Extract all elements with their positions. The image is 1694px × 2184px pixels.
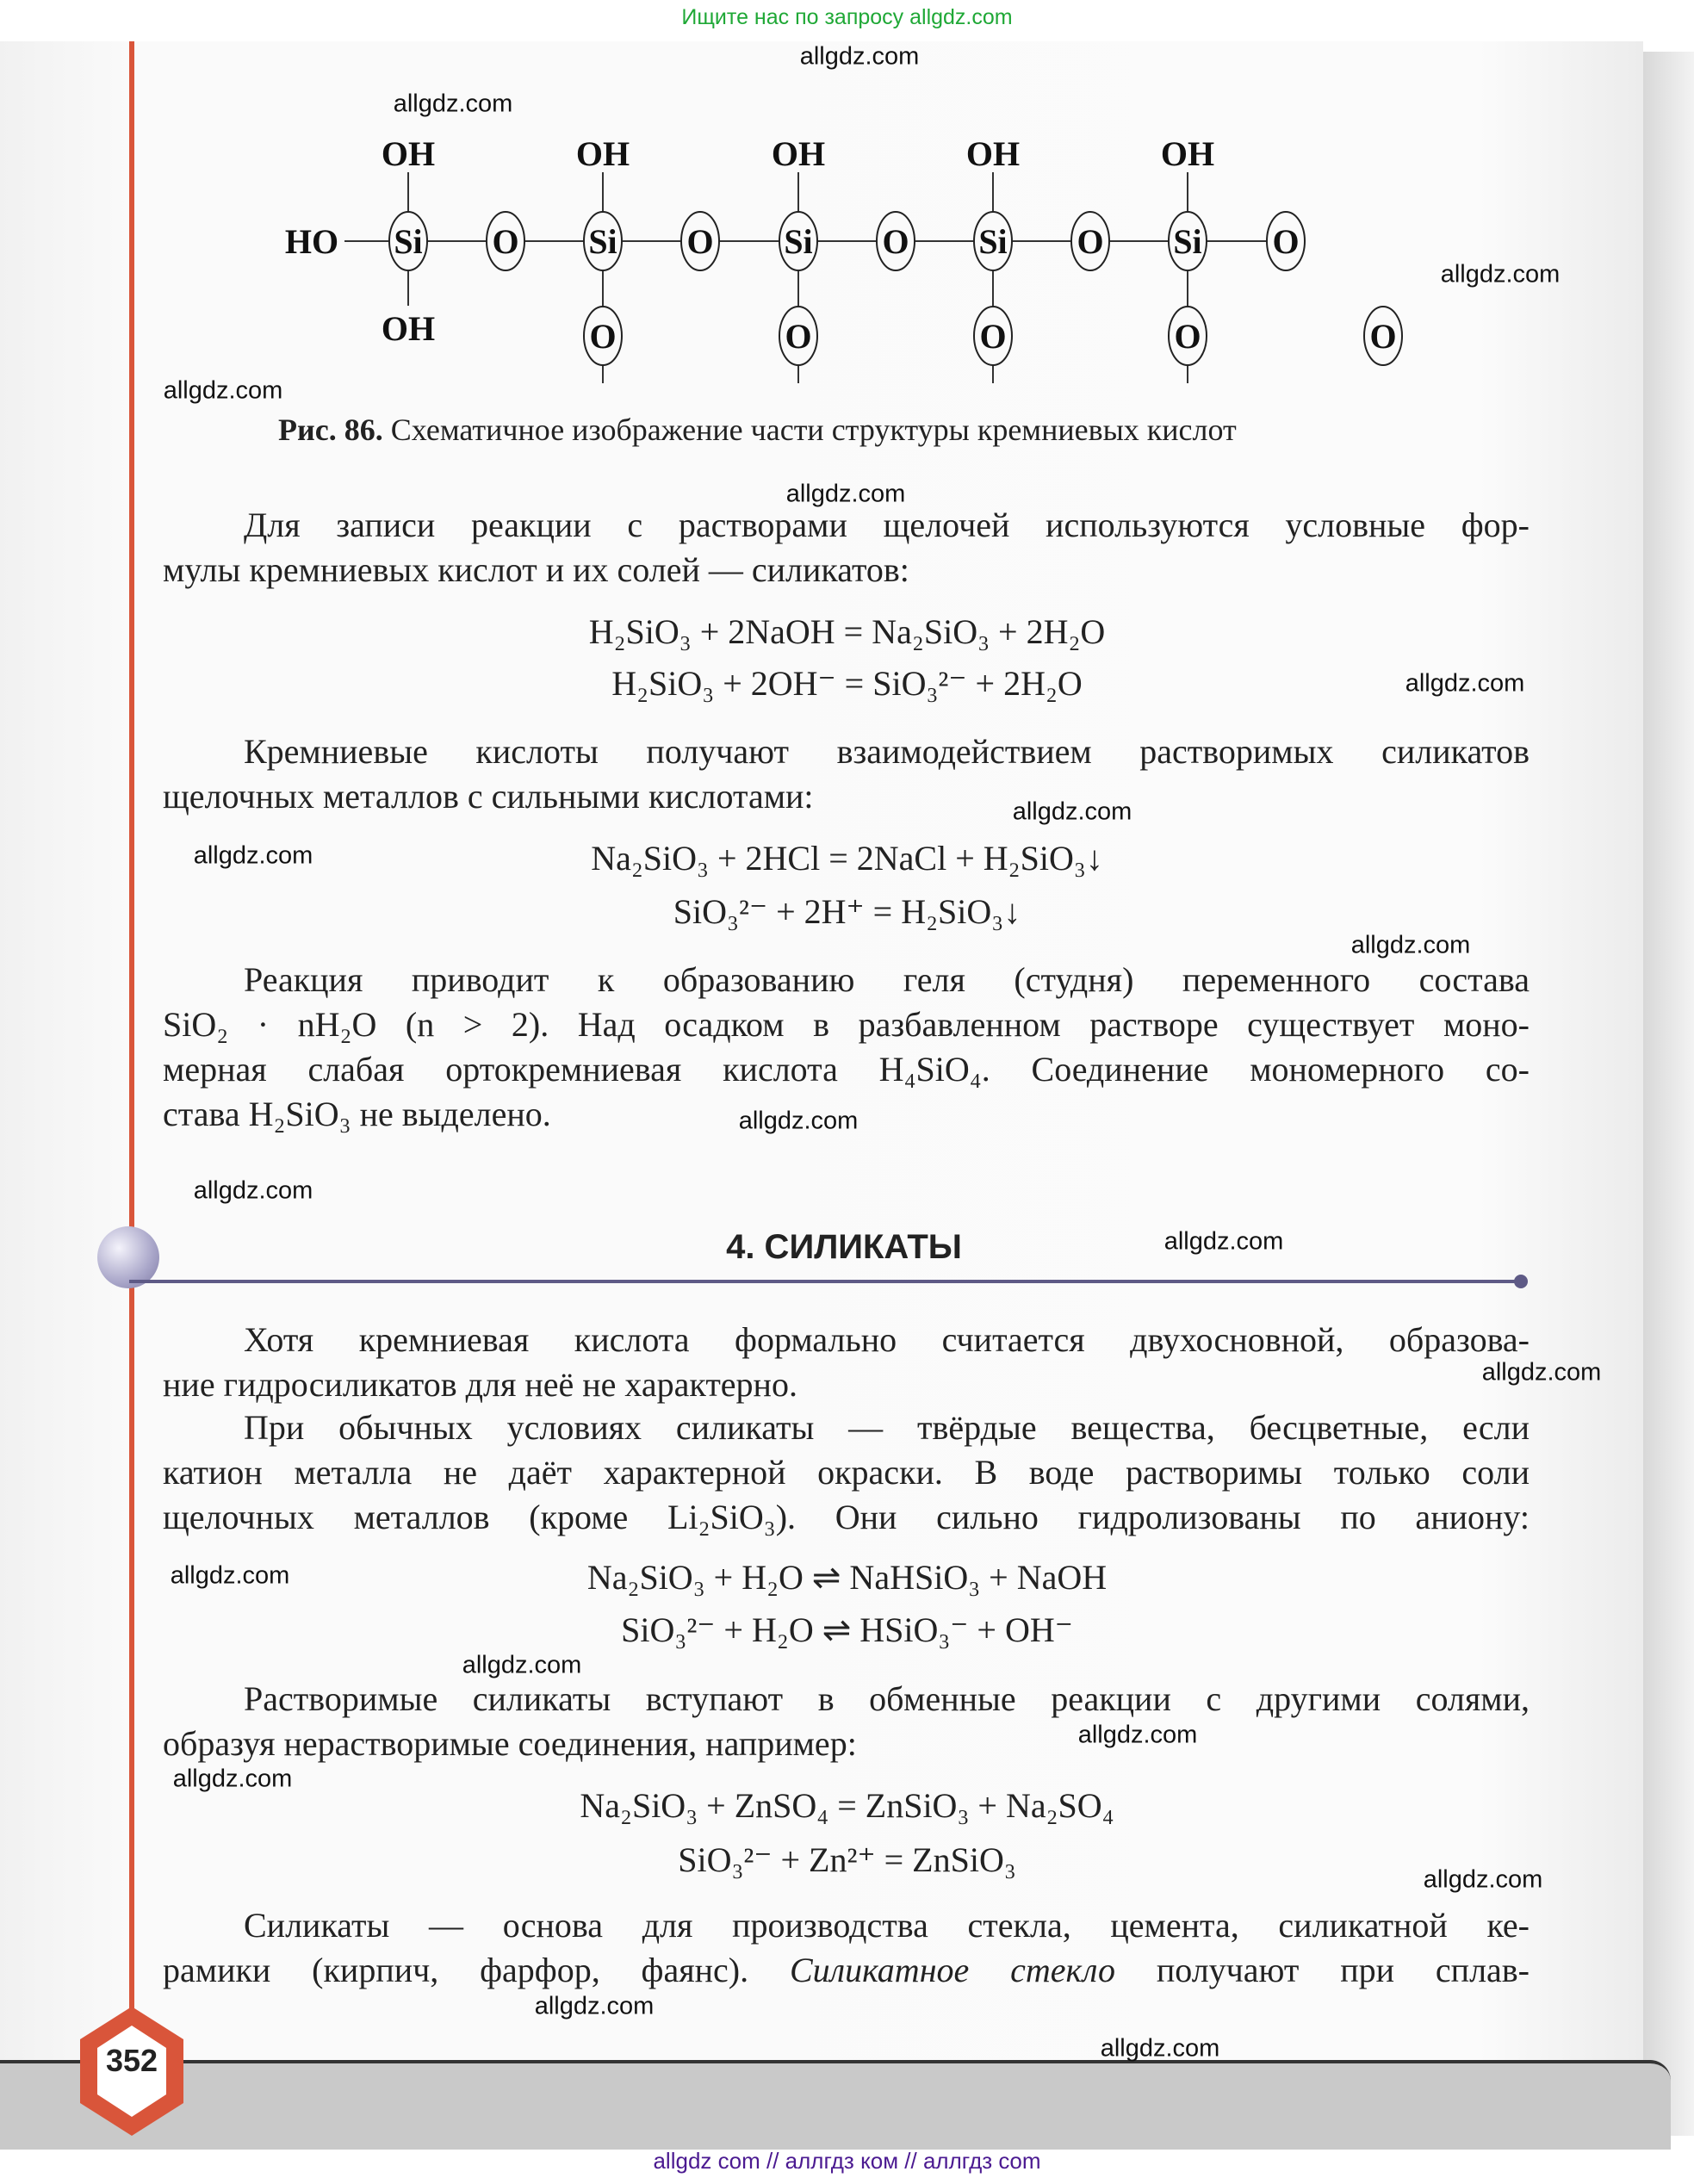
oxygen-atom-label: O [1272, 222, 1300, 261]
section-heading: 4. СИЛИКАТЫ [726, 1228, 962, 1266]
site-watermark[interactable]: allgdz.com [193, 841, 313, 870]
text-line: става H₂SiO₃ не выделено. [163, 1095, 551, 1133]
hydroxyl-label: OH [1160, 134, 1215, 173]
hydroxyl-label: OH [771, 134, 826, 173]
oxygen-atom-label: O [1174, 317, 1201, 356]
site-watermark[interactable]: allgdz.com [193, 1176, 313, 1205]
hydroxyl-label: HO [284, 222, 339, 261]
text-line: При обычных условиях силикаты — твёрдые вещества, бесцветные, если [244, 1408, 1530, 1447]
text-line: щелочных металлов (кроме Li₂SiO₃). Они сильно гидролизованы по аниону: [163, 1498, 1530, 1536]
si-atom-label: Si [978, 222, 1008, 261]
site-watermark[interactable]: allgdz.com [1481, 1358, 1602, 1387]
si-atom-label: Si [394, 222, 423, 261]
oxygen-atom-label: O [882, 222, 909, 261]
figure-caption [278, 412, 1237, 448]
text-line: мерная слабая ортокремниевая кислота H₄SiO₄. Соединение мономерного со- [163, 1050, 1530, 1089]
oxygen-atom-label: O [589, 317, 617, 356]
text-line: Реакция приводит к образованию геля (студня) переменного состава [244, 960, 1530, 999]
equation: SiO₃²⁻ + Zn²⁺ = ZnSiO₃ [678, 1840, 1016, 1879]
section-divider-dot [1514, 1275, 1528, 1288]
site-watermark[interactable]: allgdz.com [393, 90, 513, 118]
si-atom-label: Si [588, 222, 617, 261]
oxygen-atom-label: O [979, 317, 1007, 356]
text-line: Для записи реакции с растворами щелочей используются условные фор- [244, 506, 1530, 544]
site-watermark[interactable]: allgdz.com [170, 1561, 290, 1590]
hydroxyl-label: OH [965, 134, 1021, 173]
oxygen-atom-label: O [1077, 222, 1104, 261]
oxygen-atom-label: O [492, 222, 519, 261]
bottom-watermark[interactable]: allgdz com // аллгдз ком // аллгдз com [653, 2148, 1041, 2174]
text-span: рамики (кирпич, фарфор, фаянс). [163, 1951, 790, 1989]
site-watermark[interactable]: allgdz.com [785, 480, 906, 508]
equation: H₂SiO₃ + 2NaOH = Na₂SiO₃ + 2H₂O [588, 612, 1106, 651]
italic-term: Силикатное стекло [789, 1951, 1115, 1989]
hydroxyl-label: OH [381, 134, 436, 173]
site-watermark[interactable]: allgdz.com [163, 376, 283, 405]
figure-caption-label: Рис. 86. [278, 413, 383, 447]
equation: Na₂SiO₃ + ZnSO₄ = ZnSiO₃ + Na₂SO₄ [580, 1786, 1114, 1825]
oxygen-atom-label: O [686, 222, 714, 261]
equation: H₂SiO₃ + 2OH⁻ = SiO₃²⁻ + 2H₂O [611, 664, 1083, 703]
site-watermark[interactable]: allgdz.com [172, 1765, 293, 1793]
si-atom-label: Si [784, 222, 813, 261]
text-line: катион металла не даёт характерной окраски. В воде растворимы только соли [163, 1453, 1530, 1492]
text-span: получают при сплав- [1114, 1951, 1530, 1989]
equation: SiO₃²⁻ + H₂O ⇌ HSiO₃⁻ + OH⁻ [621, 1610, 1073, 1649]
site-watermark[interactable]: allgdz.com [1100, 2034, 1220, 2063]
hydroxyl-label: OH [381, 309, 436, 348]
section-divider [129, 1280, 1523, 1283]
top-watermark[interactable]: Ищите нас по запросу allgdz.com [681, 5, 1013, 29]
text-line: образуя нерастворимые соединения, например: [163, 1724, 857, 1763]
equation: SiO₃²⁻ + 2H⁺ = H₂SiO₃↓ [673, 892, 1021, 931]
site-watermark[interactable]: allgdz.com [1405, 669, 1525, 698]
page-number: 352 [105, 2043, 158, 2078]
site-watermark[interactable]: allgdz.com [1163, 1227, 1284, 1256]
text-line: Хотя кремниевая кислота формально считается двухосновной, образова- [244, 1320, 1530, 1359]
figure-caption-text: Схематичное изображение части структуры кремниевых кислот [382, 413, 1237, 447]
si-atom-label: Si [1173, 222, 1202, 261]
text-line [163, 1948, 1530, 1993]
equation: Na₂SiO₃ + 2HCl = 2NaCl + H₂SiO₃↓ [591, 839, 1103, 878]
site-watermark[interactable]: allgdz.com [738, 1107, 859, 1135]
oxygen-atom-label: O [1369, 317, 1397, 356]
text-line: Силикаты — основа для производства стекла, цемента, силикатной ке- [244, 1906, 1530, 1945]
margin-red-line [129, 41, 134, 2039]
site-watermark[interactable]: allgdz.com [1077, 1721, 1198, 1749]
text-line: Растворимые силикаты вступают в обменные реакции с другими солями, [244, 1679, 1530, 1718]
site-watermark[interactable]: allgdz.com [1440, 260, 1561, 289]
text-line: щелочных металлов с сильными кислотами: [163, 777, 814, 816]
hydroxyl-label: OH [575, 134, 630, 173]
site-watermark[interactable]: allgdz.com [1423, 1865, 1543, 1894]
site-watermark[interactable]: allgdz.com [462, 1651, 582, 1679]
site-watermark[interactable]: allgdz.com [799, 42, 920, 71]
text-line: SiO₂ · nH₂O (n > 2). Над осадком в разбавленном растворе существует моно- [163, 1005, 1530, 1044]
page-bottom-band [0, 2060, 1671, 2150]
silicic-acid-structure-diagram [258, 129, 1464, 413]
equation: Na₂SiO₃ + H₂O ⇌ NaHSiO₃ + NaOH [586, 1558, 1108, 1597]
text-line: мулы кремниевых кислот и их солей — силикатов: [163, 550, 909, 589]
text-line: ние гидросиликатов для неё не характерно. [163, 1365, 797, 1404]
site-watermark[interactable]: allgdz.com [1012, 797, 1132, 826]
site-watermark[interactable]: allgdz.com [1350, 931, 1471, 959]
text-line: Кремниевые кислоты получают взаимодействием растворимых силикатов [244, 732, 1530, 771]
oxygen-atom-label: O [785, 317, 812, 356]
site-watermark[interactable]: allgdz.com [534, 1992, 655, 2020]
